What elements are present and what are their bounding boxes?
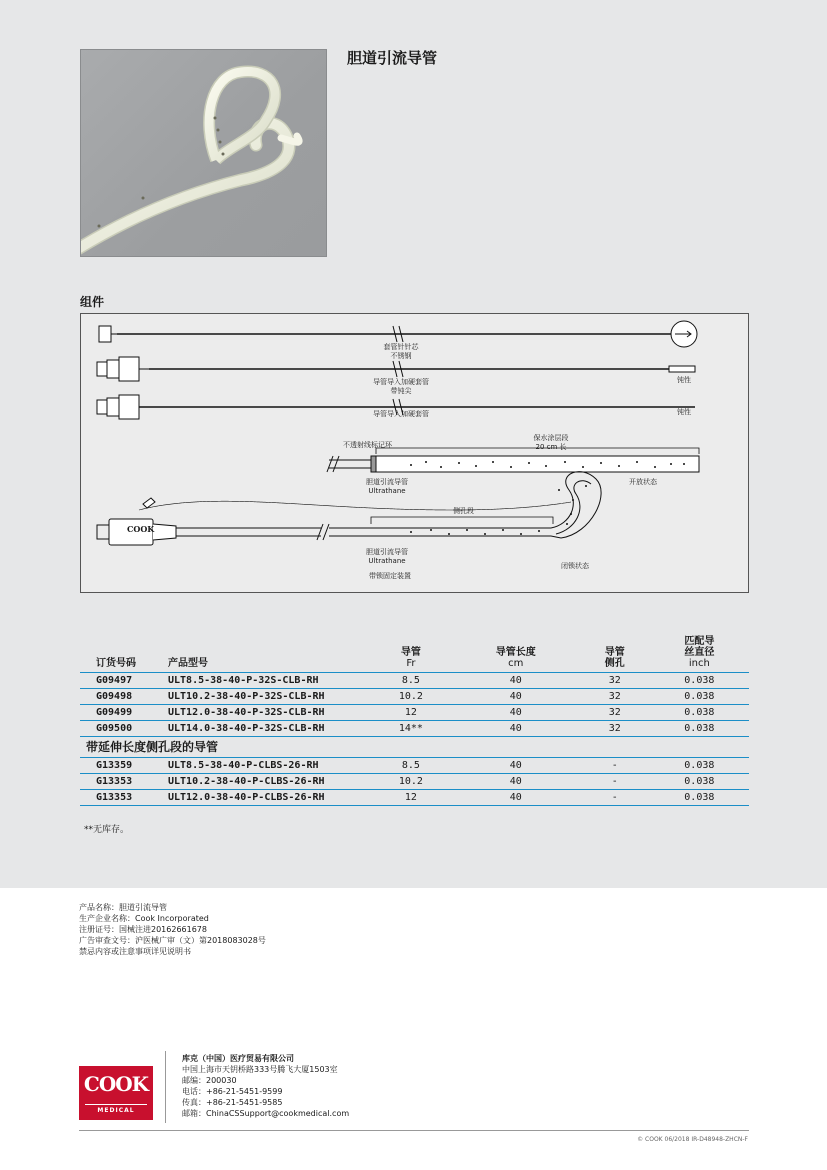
- table-row: G09500 ULT14.0-38-40-P-32S-CLB-RH 14** 40 32 0.038: [80, 721, 749, 737]
- company-fax: 传真：+86-21-5451-9585: [182, 1098, 283, 1107]
- table-footnote: **无库存。: [84, 825, 130, 835]
- label-locked-state: 闭锁状态: [561, 562, 589, 570]
- table-row: G09497 ULT8.5-38-40-P-32S-CLB-RH 8.5 40 32 0.038: [80, 673, 749, 689]
- label-stylet: 套管针针芯: [383, 343, 419, 351]
- company-email[interactable]: 邮箱：ChinaCSSupport@cookmedical.com: [182, 1109, 350, 1118]
- company-name: 库克（中国）医疗贸易有限公司: [182, 1054, 294, 1063]
- col-order-no: 订货号码: [96, 658, 136, 669]
- reg-ad-approval: 广告审查文号：沪医械广审（文）第2018083028号: [79, 936, 266, 945]
- company-contact: [182, 1053, 349, 1119]
- components-diagram: [80, 313, 749, 593]
- label-tip-1: 钝性: [677, 376, 691, 384]
- logo-subtext: MEDICAL: [85, 1104, 147, 1114]
- label-catheter-1-material: Ultrathane: [368, 487, 406, 495]
- company-postcode: 邮编：200030: [182, 1076, 237, 1085]
- cook-medical-logo: [79, 1066, 153, 1120]
- table-row: G13359 ULT8.5-38-40-P-CLBS-26-RH 8.5 40 - 0.038: [80, 758, 749, 774]
- col-fr: 导管 Fr: [400, 647, 421, 669]
- label-coating: 保水涂层段: [533, 434, 569, 442]
- label-radiopaque-band: 不透射线标记环: [343, 441, 392, 449]
- logo-text: COOK: [83, 1072, 149, 1096]
- hub-logo-text: COOK: [127, 524, 155, 534]
- col-holes: 导管 侧孔: [604, 647, 625, 669]
- label-stiffener-2: 导管导入加硬套管: [373, 410, 429, 418]
- label-open-state: 开放状态: [629, 478, 657, 486]
- label-coating-length: 20 cm 长: [535, 443, 567, 451]
- label-stiffener-1-tip: 带钝尖: [390, 387, 412, 395]
- reg-certificate: 注册证号：国械注进20162661678: [79, 925, 207, 934]
- catheter-pigtail-photo: [81, 50, 327, 257]
- components-heading: 组件: [80, 295, 105, 309]
- page-title: 胆道引流导管: [347, 49, 438, 67]
- col-wire: 匹配导 丝直径 inch: [684, 636, 715, 669]
- divider: [165, 1051, 166, 1123]
- col-model: 产品型号: [168, 658, 208, 669]
- table-subheading-row: [80, 737, 749, 758]
- footer-rule: [79, 1130, 749, 1131]
- table-row: G13353 ULT12.0-38-40-P-CLBS-26-RH 12 40 - 0.038: [80, 790, 749, 806]
- col-length: 导管长度 cm: [495, 647, 536, 669]
- reg-manufacturer: 生产企业名称：Cook Incorporated: [79, 914, 209, 923]
- label-side-holes: 侧孔段: [453, 507, 474, 515]
- table-row: G13353 ULT10.2-38-40-P-CLBS-26-RH 10.2 40 - 0.038: [80, 774, 749, 790]
- table-row: G09499 ULT12.0-38-40-P-32S-CLB-RH 12 40 32 0.038: [80, 705, 749, 721]
- company-address: 中国上海市天钥桥路333号腾飞大厦1503室: [182, 1065, 338, 1074]
- label-locking-device: 带锁固定装置: [369, 572, 411, 580]
- reg-contraindications: 禁忌内容或注意事项详见说明书: [79, 947, 191, 956]
- footer-section: [0, 888, 827, 1170]
- registration-info: [79, 902, 266, 957]
- spec-table: [80, 636, 749, 806]
- product-photo: [80, 49, 327, 257]
- label-catheter-1: 胆道引流导管: [366, 478, 408, 486]
- label-stylet-material: 不锈钢: [390, 352, 412, 360]
- label-tip-2: 钝性: [677, 408, 691, 416]
- stylet-cap-1: [99, 326, 111, 342]
- label-stiffener-1: 导管导入加硬套管: [373, 378, 429, 386]
- table-header-row: [80, 636, 749, 673]
- table-subheading: 带延伸长度侧孔段的导管: [80, 737, 749, 758]
- table-row: G09498 ULT10.2-38-40-P-32S-CLB-RH 10.2 40 32 0.038: [80, 689, 749, 705]
- label-catheter-2: 胆道引流导管: [366, 548, 408, 556]
- reg-product-name: 产品名称：胆道引流导管: [79, 903, 167, 912]
- company-phone: 电话：+86-21-5451-9599: [182, 1087, 283, 1096]
- label-catheter-2-material: Ultrathane: [368, 557, 406, 565]
- document-reference: © COOK 06/2018 IR-D48948-ZHCN-F: [637, 1136, 748, 1143]
